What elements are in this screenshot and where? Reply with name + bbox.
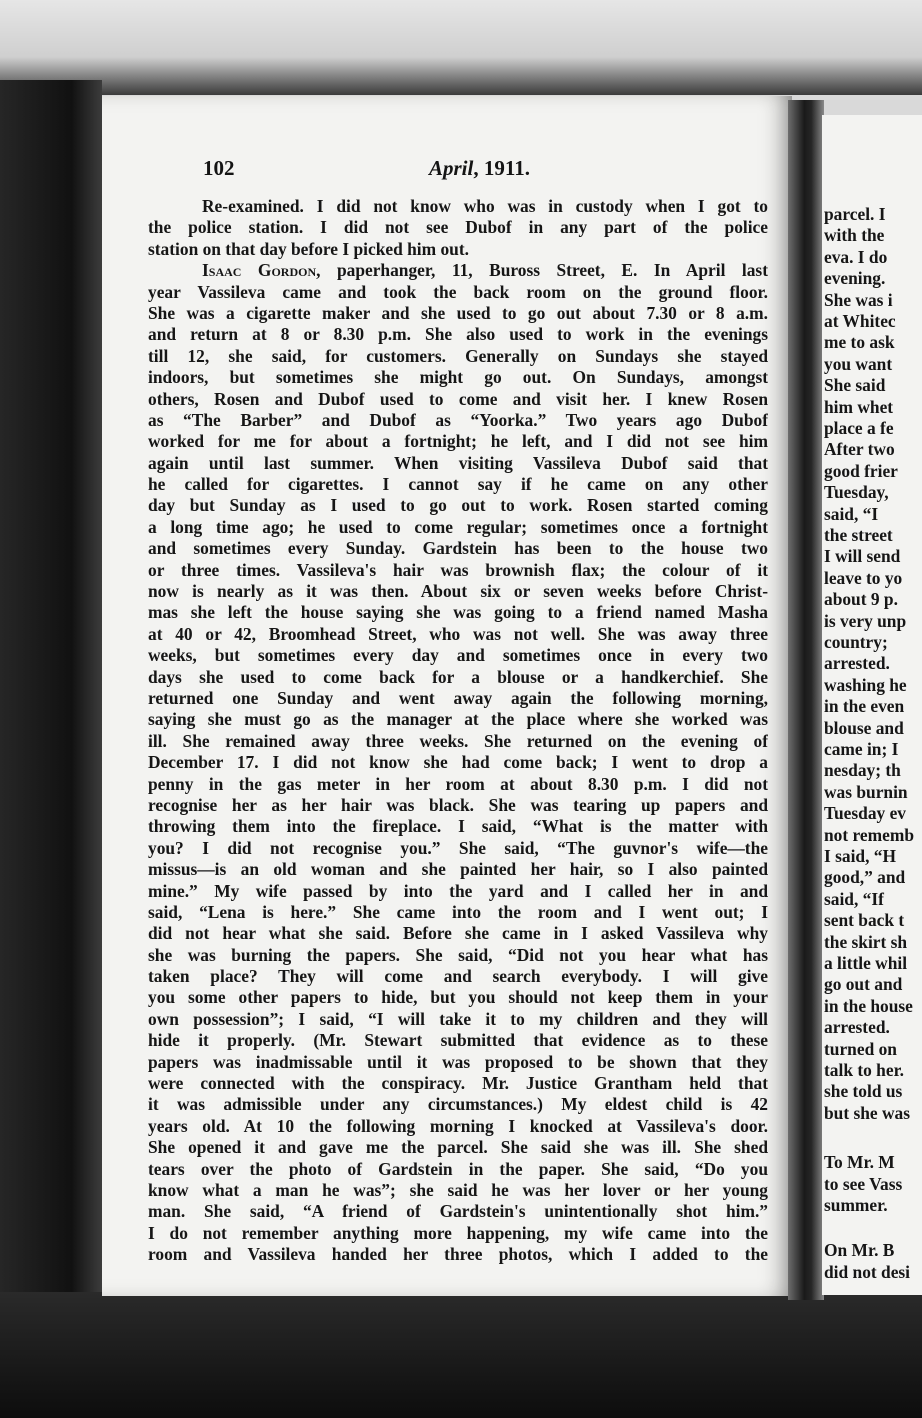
text-line: again until last summer. When visiting Vassileva Dubof said that [148,452,768,473]
text-line: tears over the photo of Gardstein in the paper. She said, “Do you [148,1158,768,1179]
text-line: it was admissible under any circumstances.) My eldest child is 42 [148,1094,768,1115]
paragraph-2 [148,282,768,1266]
right-page-line: washing he [824,674,907,695]
right-page-line: blouse and [824,717,904,738]
text-line: throwing them into the fireplace. I said, “What is the matter with [148,816,768,837]
text-line: hide it properly. (Mr. Stewart submitted that evidence as to these [148,1030,768,1051]
running-head-month: April [429,156,474,180]
right-page-line: but she was [824,1102,911,1123]
witness-name: Isaac Gordon [202,260,317,281]
right-page-line: came in; I [824,739,899,759]
right-page-line: eva. I do [824,246,888,267]
text-line: days she used to come back for a blouse or a handkerchief. She [148,666,768,687]
text-line: weeks, but sometimes every day and sometimes once in every two [148,645,768,666]
body-text [148,196,768,1266]
text-line: as “The Barber” and Dubof as “Yoorka.” Two years ago Dubof [148,409,768,430]
right-page-line: with the [824,225,885,246]
right-page-line: nesday; th [824,760,901,781]
right-page-line: to see Vass [824,1173,903,1194]
right-page-line: at Whitec [824,311,896,331]
text-line: day but Sunday as I used to go out to work. Rosen started coming [148,495,768,516]
right-page-line: country; [824,632,888,652]
text-line: worked for me for about a fortnight; he left, and I did not see him [148,431,768,452]
right-page-line: said, “I [824,503,879,524]
text-line: were connected with the conspiracy. Mr. Justice Grantham held that [148,1073,768,1094]
right-page-line: She said [824,375,886,396]
book-gutter [788,100,824,1300]
right-page-line: good,” and [824,867,906,888]
scan-top-background [0,0,922,95]
text-line: till 12, she said, for customers. Generally on Sundays she stayed [148,345,768,366]
text-line: a long time ago; he used to come regular; sometimes once a fortnight [148,516,768,537]
text-line: saying she must go as the manager at the place where she worked was [148,709,768,730]
right-page-line: about 9 p. [824,589,898,610]
text-line: papers was inadmissable until it was proposed to be shown that they [148,1051,768,1072]
right-page-line: summer. [824,1195,888,1215]
running-head [429,156,530,181]
right-page-line: was burnin [824,781,908,802]
text-line: others, Rosen and Dubof used to come and visit her. I knew Rosen [148,388,768,409]
right-page-line: good frier [824,460,898,481]
right-page-line: leave to yo [824,567,903,588]
text-line: know what a man he was”; she said he was her lover or her young [148,1179,768,1200]
text-line: she was burning the papers. She said, “Did not you hear what has [148,944,768,965]
right-page-line: in the house [824,995,913,1016]
scan-bottom-background [0,1292,922,1418]
text-line: said, “Lena is here.” She came into the room and I went out; I [148,901,768,922]
right-page-line: place a fe [824,418,894,438]
right-page-line: in the even [824,696,905,717]
text-line: December 17. I did not know she had come back; I went to drop a [148,752,768,773]
text-line: did not hear what she said. Before she came in I asked Vassileva why [148,923,768,944]
right-page-line: turned on [824,1038,897,1059]
text-line: She was a cigarette maker and she used to go out about 7.30 or 8 a.m. [148,302,768,323]
text-line: Re-examined. I did not know who was in custody when I got to [202,196,768,216]
right-page-line: On Mr. B [824,1240,895,1261]
right-page-line: you want [824,353,893,374]
text-line: year Vassileva came and took the back room on the ground floor. [148,281,768,302]
text-line: mine.” My wife passed by into the yard and I called her in and [148,880,768,901]
text-line: missus—is an old woman and she painted her hair, so I also painted [148,859,768,880]
text-line: mas she left the house saying she was going to a friend named Masha [148,602,768,623]
right-page-line: not rememb [824,824,914,845]
text-line: at 40 or 42, Broomhead Street, who was not well. She was away three [148,623,768,644]
text-line: or three times. Vassileva's hair was brownish flax; the colour of it [148,559,768,580]
right-page-line: the street [824,525,893,545]
right-page-line: sent back t [824,910,905,931]
right-page-line: arrested. [824,1017,890,1038]
right-page-line: She was i [824,289,893,310]
text-line: room and Vassileva handed her three photos, which I added to the [148,1244,768,1265]
running-head-year: , 1911. [473,156,530,180]
text-line: ill. She remained away three weeks. She returned on the evening of [148,730,768,751]
text-line: and return at 8 or 8.30 p.m. She also used to work in the evenings [148,324,768,345]
text-line: years old. At 10 the following morning I knocked at Vassileva's door. [148,1115,768,1136]
text-line: recognise her as her hair was black. She was tearing up papers and [148,794,768,815]
text-line: the police station. I did not see Dubof in any part of the police [148,217,768,238]
right-page-line: I will send [824,546,901,567]
text-line: returned one Sunday and went away again the following morning, [148,687,768,708]
right-page-line: parcel. I [824,204,886,224]
text-line: I do not remember anything more happening, my wife came into the [148,1222,768,1243]
text-line: you some other papers to hide, but you should not keep them in your [148,987,768,1008]
text-line: penny in the gas meter in her room at about 8.30 p.m. I did not [148,773,768,794]
text-line: indoors, but sometimes she might go out. On Sundays, amongst [148,367,768,388]
text-line: he called for cigarettes. I cannot say if he came on any other [148,474,768,495]
text-line [148,260,768,281]
text-line: taken place? They will come and search everybody. I will give [148,966,768,987]
right-page-line: arrested. [824,653,890,674]
text-line: now is nearly as it was then. About six or seven weeks before Christ- [148,581,768,602]
right-page-line: evening. [824,268,886,289]
right-page-line: him whet [824,396,894,417]
text-line: you? I did not recognise you.” She said, “The guvnor's wife—the [148,837,768,858]
right-page-line: is very unp [824,610,907,631]
page-header [203,156,763,182]
right-page-line: she told us [824,1081,903,1102]
right-page-line: did not desi [824,1261,911,1282]
page-number: 102 [203,156,235,180]
text-line: and sometimes every Sunday. Gardstein has been to the house two [148,538,768,559]
right-page-line: go out and [824,974,903,995]
text-line: She opened it and gave me the parcel. She said she was ill. She shed [148,1137,768,1158]
right-page-line: After two [824,439,895,460]
right-page-line: me to ask [824,332,895,353]
scan-left-binding [0,80,102,1418]
text-line: station on that day before I picked him out. [148,238,469,259]
right-page-line: said, “If [824,888,884,909]
text-line-rest: , paperhanger, 11, Buross Street, E. In April last [316,260,768,281]
right-page-line: a little whil [824,953,908,973]
right-page-line: talk to her. [824,1060,905,1080]
right-page-line: the skirt sh [824,931,908,952]
right-page-line: To Mr. M [824,1152,895,1173]
text-line: man. She said, “A friend of Gardstein's unintentionally shot him.” [148,1201,768,1222]
right-page-line: I said, “H [824,846,896,866]
right-page-line: Tuesday ev [824,803,906,824]
right-page-line: Tuesday, [824,482,889,503]
text-line: own possession”; I said, “I will take it to my children and they will [148,1008,768,1029]
